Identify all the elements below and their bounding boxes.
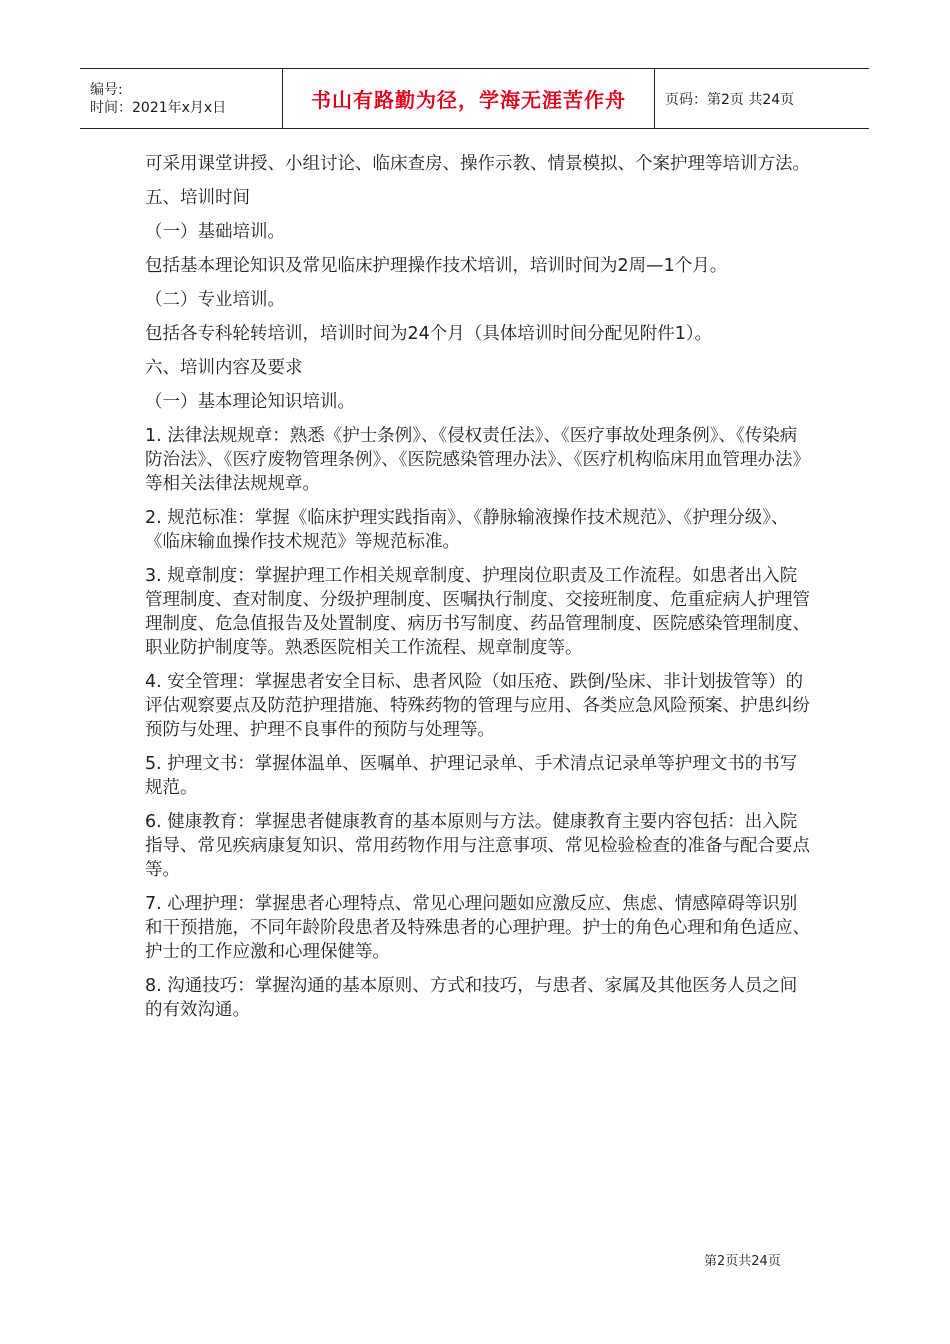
list-item: 5. 护理文书：掌握体温单、医嘱单、护理记录单、手术清点记录单等护理文书的书写规范。 <box>145 754 798 798</box>
document-body <box>145 152 810 1032</box>
list-item: 8. 沟通技巧：掌握沟通的基本原则、方式和技巧，与患者、家属及其他医务人员之间的有效沟通。 <box>145 976 798 1020</box>
list-item: 6. 健康教育：掌握患者健康教育的基本原则与方法。健康教育主要内容包括：出入院指导、常见疾病康复知识、常用药物作用与注意事项、常见检验检查的准备与配合要点等。 <box>145 812 810 880</box>
subsection-heading: （一）基本理论知识培训。 <box>145 392 355 412</box>
list-item: 2. 规范标准：掌握《临床护理实践指南》、《静脉输液操作技术规范》、《护理分级》、《临床输血操作技术规范》等规范标准。 <box>145 508 789 552</box>
paragraph: 包括各专科轮转培训，培训时间为24个月（具体培训时间分配见附件1）。 <box>145 324 713 344</box>
header-page-cell <box>655 69 869 128</box>
subsection-heading: （二）专业培训。 <box>145 290 285 310</box>
paragraph: 可采用课堂讲授、小组讨论、临床查房、操作示教、情景模拟、个案护理等培训方法。 <box>145 154 810 174</box>
header-page-number: 页码：第2页 共24页 <box>665 91 795 108</box>
document-number: 编号: <box>90 81 123 98</box>
header-meta <box>80 69 283 128</box>
page-footer: 第2页共24页 <box>704 1254 781 1269</box>
paragraph: 包括基本理论知识及常见临床护理操作技术培训，培训时间为2周—1个月。 <box>145 256 728 276</box>
subsection-heading: （一）基础培训。 <box>145 222 285 242</box>
list-item: 7. 心理护理：掌握患者心理特点、常见心理问题如应激反应、焦虑、情感障碍等识别和干预措施，不同年龄阶段患者及特殊患者的心理护理。护士的角色心理和角色适应、护士的工作应激和心理保健等。 <box>145 894 810 962</box>
list-item: 3. 规章制度：掌握护理工作相关规章制度、护理岗位职责及工作流程。如患者出入院管理制度、查对制度、分级护理制度、医嘱执行制度、交接班制度、危重症病人护理管理制度、危急值报告及处置制度、病历书写制度、药品管理制度、医院感染管理制度、职业防护制度等。熟悉医院相关工作流程、规章制度等。 <box>145 566 810 658</box>
header-motto: 书山有路勤为径，学海无涯苦作舟 <box>311 88 626 112</box>
document-date: 时间：2021年x月x日 <box>90 99 227 116</box>
section-heading: 六、培训内容及要求 <box>145 358 303 378</box>
header-motto-cell <box>283 69 655 128</box>
list-item: 1. 法律法规规章：熟悉《护士条例》、《侵权责任法》、《医疗事故处理条例》、《传染病防治法》、《医疗废物管理条例》、《医院感染管理办法》、《医疗机构临床用血管理办法》等相关法律法规规章。 <box>145 426 810 494</box>
section-heading: 五、培训时间 <box>145 188 250 208</box>
page-header <box>80 68 869 129</box>
list-item: 4. 安全管理：掌握患者安全目标、患者风险（如压疮、跌倒/坠床、非计划拔管等）的评估观察要点及防范护理措施、特殊药物的管理与应用、各类应急风险预案、护患纠纷预防与处理、护理不良事件的预防与处理等。 <box>145 672 810 740</box>
